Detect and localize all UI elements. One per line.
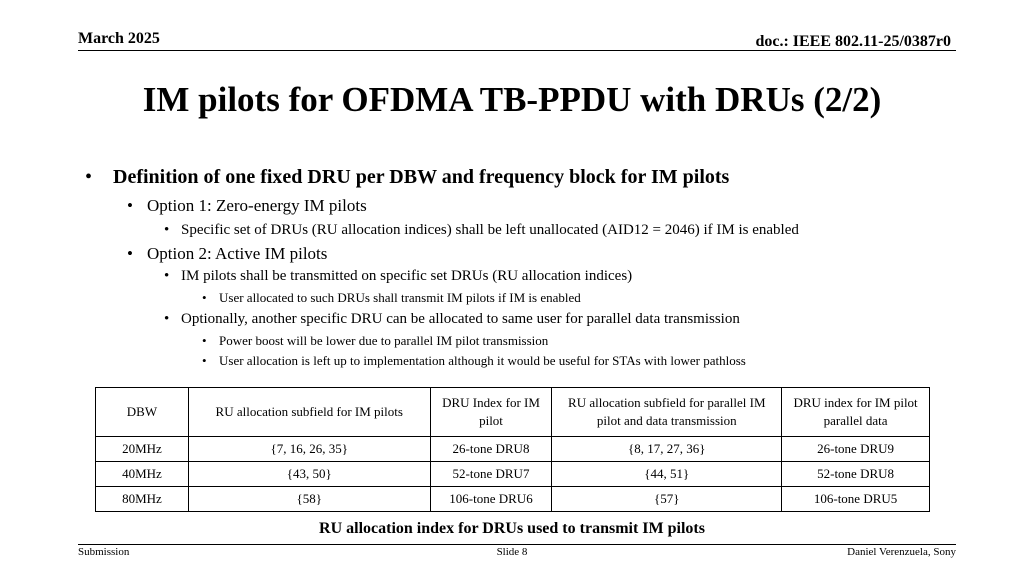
bullet-main-text: Definition of one fixed DRU per DBW and frequency block for IM pilots: [113, 166, 730, 188]
table-header-row: [96, 388, 930, 437]
table-cell: 106-tone DRU5: [782, 487, 930, 512]
table-cell: {44, 51}: [552, 462, 782, 487]
bullet-icon: •: [202, 353, 207, 368]
table-row: [96, 437, 930, 462]
bullet-icon: •: [85, 166, 93, 188]
bullet-option2-sub2: [164, 311, 740, 328]
table-cell: 26-tone DRU8: [430, 437, 552, 462]
table-row: [96, 487, 930, 512]
bullet-option2-sub1-text: IM pilots shall be transmitted on specific set DRUs (RU allocation indices): [181, 268, 633, 284]
bullet-icon: •: [202, 333, 207, 348]
bullet-icon: •: [164, 222, 170, 238]
table-header-cell: RU allocation subfield for parallel IM pilot and data transmission: [552, 388, 782, 437]
slide-title: IM pilots for OFDMA TB-PPDU with DRUs (2/2): [142, 80, 882, 119]
footer-author: Daniel Verenzuela, Sony: [847, 546, 956, 558]
table-cell: 20MHz: [96, 437, 189, 462]
bullet-option2-sub2-b: [202, 353, 746, 369]
bullet-option2-sub1-a-text: User allocated to such DRUs shall transmit IM pilots if IM is enabled: [219, 290, 581, 305]
header-rule: [78, 50, 956, 51]
header-date: March 2025: [78, 30, 160, 47]
table-cell: {58}: [188, 487, 430, 512]
bullet-option2-sub2-a: [202, 333, 549, 349]
table-header-cell: DBW: [96, 388, 189, 437]
bullet-option1: [127, 196, 367, 216]
table-cell: {7, 16, 26, 35}: [188, 437, 430, 462]
table-cell: 80MHz: [96, 487, 189, 512]
bullet-option1-text: Option 1: Zero-energy IM pilots: [147, 196, 367, 215]
bullet-option2-sub2-a-text: Power boost will be lower due to parallel IM pilot transmission: [219, 333, 549, 348]
bullet-option2: [127, 244, 328, 264]
bullet-option2-text: Option 2: Active IM pilots: [147, 244, 328, 263]
table-cell: {57}: [552, 487, 782, 512]
bullet-option1-sub: [164, 222, 799, 239]
table-caption: RU allocation index for DRUs used to transmit IM pilots: [319, 520, 705, 537]
table-cell: 52-tone DRU7: [430, 462, 552, 487]
table-header-cell: RU allocation subfield for IM pilots: [188, 388, 430, 437]
bullet-icon: •: [127, 196, 133, 215]
im-pilot-table: [95, 387, 930, 512]
table-cell: 52-tone DRU8: [782, 462, 930, 487]
table-header-cell: DRU index for IM pilot parallel data: [782, 388, 930, 437]
bullet-option2-sub1-a: [202, 290, 581, 306]
footer-rule: [78, 544, 956, 545]
table-cell: {43, 50}: [188, 462, 430, 487]
table-cell: {8, 17, 27, 36}: [552, 437, 782, 462]
table-header-cell: DRU Index for IM pilot: [430, 388, 552, 437]
table-cell: 26-tone DRU9: [782, 437, 930, 462]
bullet-option1-sub-text: Specific set of DRUs (RU allocation indices) shall be left unallocated (AID12 = 2046) if IM is enabled: [181, 222, 799, 238]
bullet-icon: •: [164, 268, 170, 284]
footer-slide-number: Slide 8: [496, 546, 528, 558]
header-doc-id: doc.: IEEE 802.11-25/0387r0: [755, 33, 951, 50]
bullet-icon: •: [127, 244, 133, 263]
bullet-main: [85, 166, 730, 189]
bullet-option2-sub2-text: Optionally, another specific DRU can be allocated to same user for parallel data transmission: [181, 311, 740, 327]
bullet-icon: •: [164, 311, 170, 327]
table-cell: 40MHz: [96, 462, 189, 487]
table-cell: 106-tone DRU6: [430, 487, 552, 512]
bullet-option2-sub1: [164, 268, 633, 285]
bullet-icon: •: [202, 290, 207, 305]
table-row: [96, 462, 930, 487]
footer-submission: Submission: [78, 546, 130, 558]
bullet-option2-sub2-b-text: User allocation is left up to implementation although it would be useful for STAs with lower pathloss: [219, 353, 746, 368]
